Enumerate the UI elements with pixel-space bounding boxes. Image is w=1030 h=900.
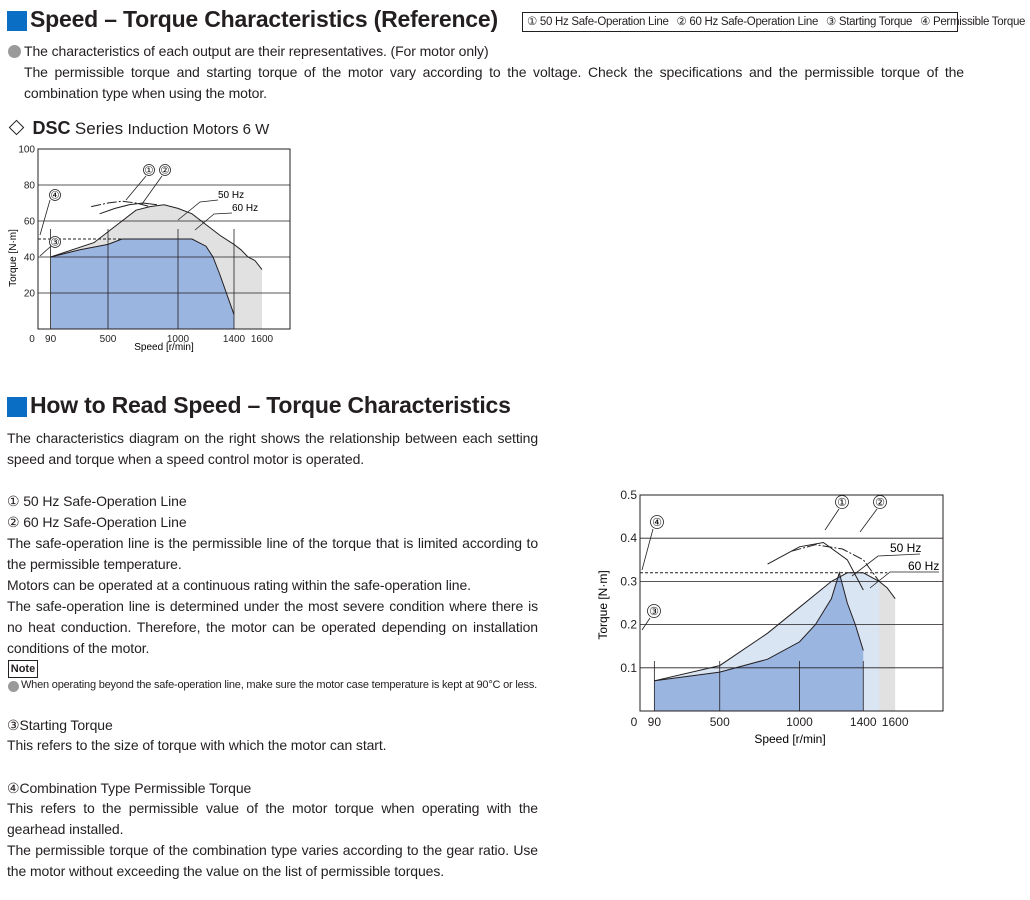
speed-torque-example-chart: [590, 480, 960, 755]
chart1-50hz-region: [51, 239, 234, 329]
chart2-marker-1: ①: [837, 497, 847, 509]
c2-xtick-5: 1600: [881, 715, 909, 729]
c2-ytick-3: 0.4: [620, 531, 637, 546]
dsc-speed-torque-chart: [0, 140, 300, 360]
item4-title: ④Combination Type Permissible Torque: [7, 780, 252, 796]
chart2-x-axis-label: Speed [r/min]: [754, 732, 826, 746]
legend-item-50hz: ① 50 Hz Safe-Operation Line: [527, 16, 669, 28]
chart1-y-axis-label: Torque [N·m]: [8, 229, 19, 287]
section1-bullet-text: The characteristics of each output are their representatives. (For motor only): [24, 43, 489, 59]
c1-ytick-1: 40: [23, 252, 35, 264]
legend-item-starting-torque: ③ Starting Torque: [825, 16, 913, 28]
chart1-x-axis-label: Speed [r/min]: [134, 342, 194, 353]
section1-paragraph: The permissible torque and starting torque of the motor vary according to the voltage. Check the specifications and the permissible torque of the combination type when using the motor.: [24, 64, 964, 101]
c2-ytick-0: 0.1: [620, 660, 637, 675]
note-bullet-icon: [8, 681, 19, 692]
safe-operation-text-3: The safe-operation line is determined under the most severe condition where there is no heat conduction. Therefore, the motor can be operated depending on installation conditions of the motor.: [7, 598, 538, 656]
section-marker-square: [7, 397, 27, 417]
legend-box: [522, 12, 1026, 32]
c2-ytick-2: 0.3: [620, 574, 637, 589]
c1-xtick-4: 1400: [222, 334, 246, 345]
chart2-marker-4: ④: [652, 517, 662, 529]
item2-title: ② 60 Hz Safe-Operation Line: [7, 514, 187, 530]
c2-xtick-3: 1000: [786, 715, 813, 729]
c2-xtick-2: 500: [709, 715, 730, 729]
c1-ytick-3: 80: [23, 180, 35, 192]
legend-item-60hz: ② 60 Hz Safe-Operation Line: [676, 16, 819, 28]
chart2-marker-2: ②: [875, 497, 885, 509]
c1-xtick-1: 90: [45, 334, 57, 345]
legend-item-permissible-torque: ④ Permissible Torque: [920, 16, 1026, 28]
section2-title: How to Read Speed – Torque Characteristics: [30, 392, 511, 418]
diamond-icon: [9, 120, 25, 136]
item4-text-1: This refers to the permissible value of the motor torque when operating with the gearhead installed.: [7, 800, 538, 837]
safe-operation-text-2: Motors can be operated at a continuous rating within the safe-operation line.: [7, 577, 471, 593]
c2-ytick-4: 0.5: [620, 488, 637, 502]
c2-xtick-4: 1400: [849, 715, 877, 729]
c2-ytick-1: 0.2: [620, 617, 637, 632]
bullet-icon: [8, 45, 21, 58]
c1-xtick-2: 500: [99, 334, 117, 345]
chart1-marker-1: ①: [144, 165, 154, 177]
c2-xtick-1: 90: [647, 715, 662, 729]
c1-xtick-5: 1600: [250, 334, 274, 345]
item1-title: ① 50 Hz Safe-Operation Line: [7, 493, 187, 509]
note-text: When operating beyond the safe-operation line, make sure the motor case temperature is kept at 90°C or less.: [21, 679, 537, 691]
chart1-label-50hz: 50 Hz: [218, 190, 245, 201]
c1-ytick-2: 60: [23, 216, 35, 228]
chart2-label-60hz: 60 Hz: [908, 559, 940, 573]
c1-xtick-3: 1000: [166, 334, 190, 345]
item3-text: This refers to the size of torque with which the motor can start.: [7, 737, 387, 753]
section1-title: Speed – Torque Characteristics (Reference): [30, 6, 498, 32]
c2-xtick-0: 0: [630, 715, 638, 729]
chart1-marker-3: ③: [50, 237, 60, 249]
series-description: Induction Motors 6 W: [127, 121, 270, 138]
chart1-label-60hz: 60 Hz: [232, 203, 259, 214]
chart1-marker-2: ②: [160, 165, 170, 177]
item3-title: ③Starting Torque: [7, 717, 113, 733]
series-heading: [6, 118, 269, 139]
item4-text-2: The permissible torque of the combination type varies according to the gear ratio. Use the motor without exceeding the value on the list of permissible torques.: [7, 842, 538, 879]
c1-ytick-4: 100: [18, 144, 35, 156]
chart1-marker-4: ④: [50, 190, 60, 202]
section2-intro: The characteristics diagram on the right shows the relationship between each setting speed and torque when a speed control motor is operated.: [7, 430, 538, 467]
c1-ytick-0: 20: [23, 288, 35, 300]
safe-operation-text-1: The safe-operation line is the permissible line of the torque that is limited according to the permissible temperature.: [7, 535, 538, 572]
chart1-safe-line-1: [91, 201, 150, 206]
note-label: Note: [8, 660, 38, 678]
chart2-marker-3: ③: [649, 606, 659, 618]
series-brand: DSC: [32, 118, 71, 138]
series-word: Series: [74, 119, 124, 138]
section-marker-square: [7, 11, 27, 31]
chart2-label-50hz: 50 Hz: [890, 541, 922, 555]
chart2-y-axis-label: Torque [N·m]: [596, 570, 610, 640]
c1-xtick-0: 0: [29, 334, 35, 345]
